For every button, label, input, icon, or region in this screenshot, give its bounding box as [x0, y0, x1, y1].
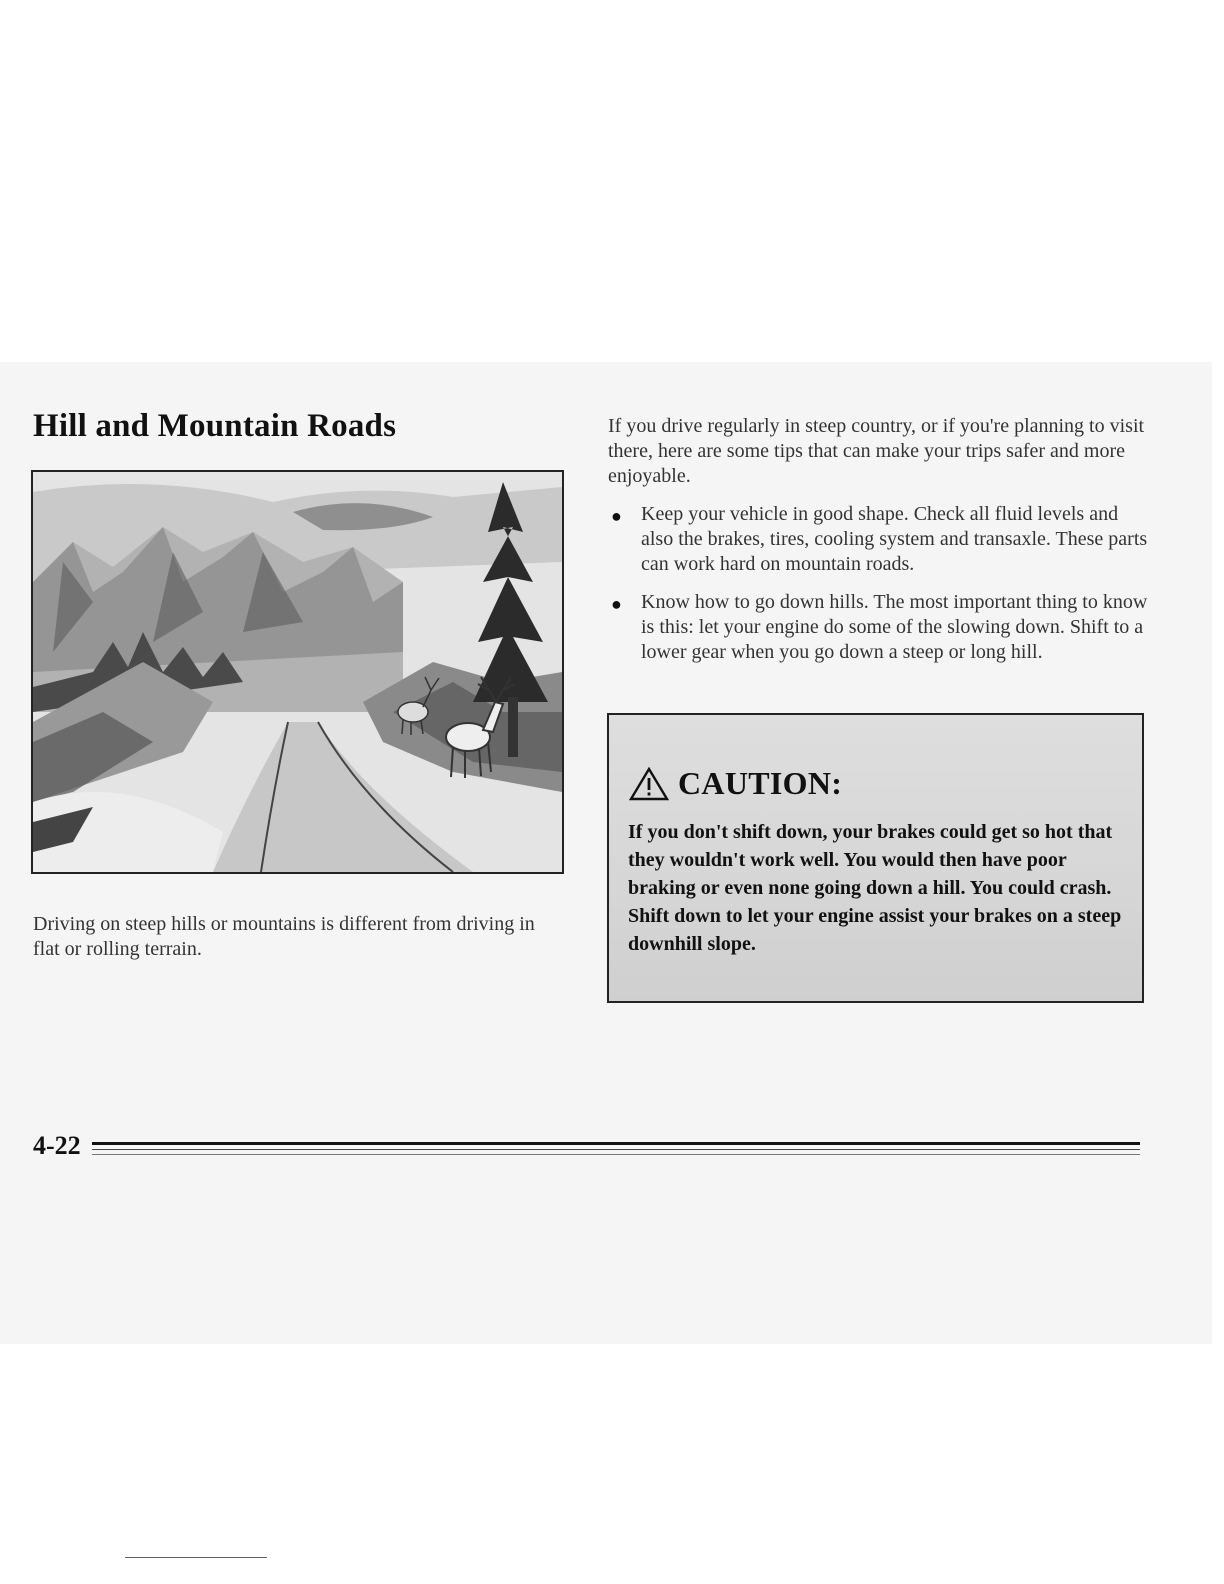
caution-box — [607, 713, 1144, 1003]
caution-header — [629, 765, 842, 802]
bullet-icon: ● — [611, 506, 622, 526]
illustration-caption: Driving on steep hills or mountains is different from driving in flat or rolling terrain. — [33, 913, 535, 960]
page-number: 4-22 — [33, 1131, 81, 1160]
footer-link-underline[interactable] — [125, 1557, 267, 1558]
section-title: Hill and Mountain Roads — [33, 408, 397, 444]
intro-paragraph: If you drive regularly in steep country, or if you're planning to visit there, here are some tips that can make your trips safer and more enjoyable. — [608, 415, 1145, 487]
warning-triangle-icon — [629, 767, 669, 801]
footer-rule-thin — [92, 1154, 1140, 1155]
list-item — [608, 502, 1148, 577]
footer-rule-thin — [92, 1149, 1140, 1150]
list-item — [608, 590, 1148, 665]
mountain-road-illustration — [31, 470, 564, 874]
tip-text: Know how to go down hills. The most important thing to know is this: let your engine do some of the slowing down. Shift to a lower gear when you go down a steep or long hill. — [641, 591, 1148, 663]
caution-text: If you don't shift down, your brakes could get so hot that they wouldn't work well. You would then have poor braking or even none going down a hill. You could crash. Shift down to let your engine assist your brakes on a steep downhill slope. — [628, 821, 1122, 955]
tip-text: Keep your vehicle in good shape. Check all fluid levels and also the brakes, tires, cooling system and transaxle. These parts can work hard on mountain roads. — [641, 503, 1148, 575]
bullet-icon: ● — [611, 594, 622, 614]
caution-title: CAUTION: — [678, 765, 843, 801]
footer-rule — [92, 1142, 1140, 1145]
tips-list — [608, 502, 1148, 678]
